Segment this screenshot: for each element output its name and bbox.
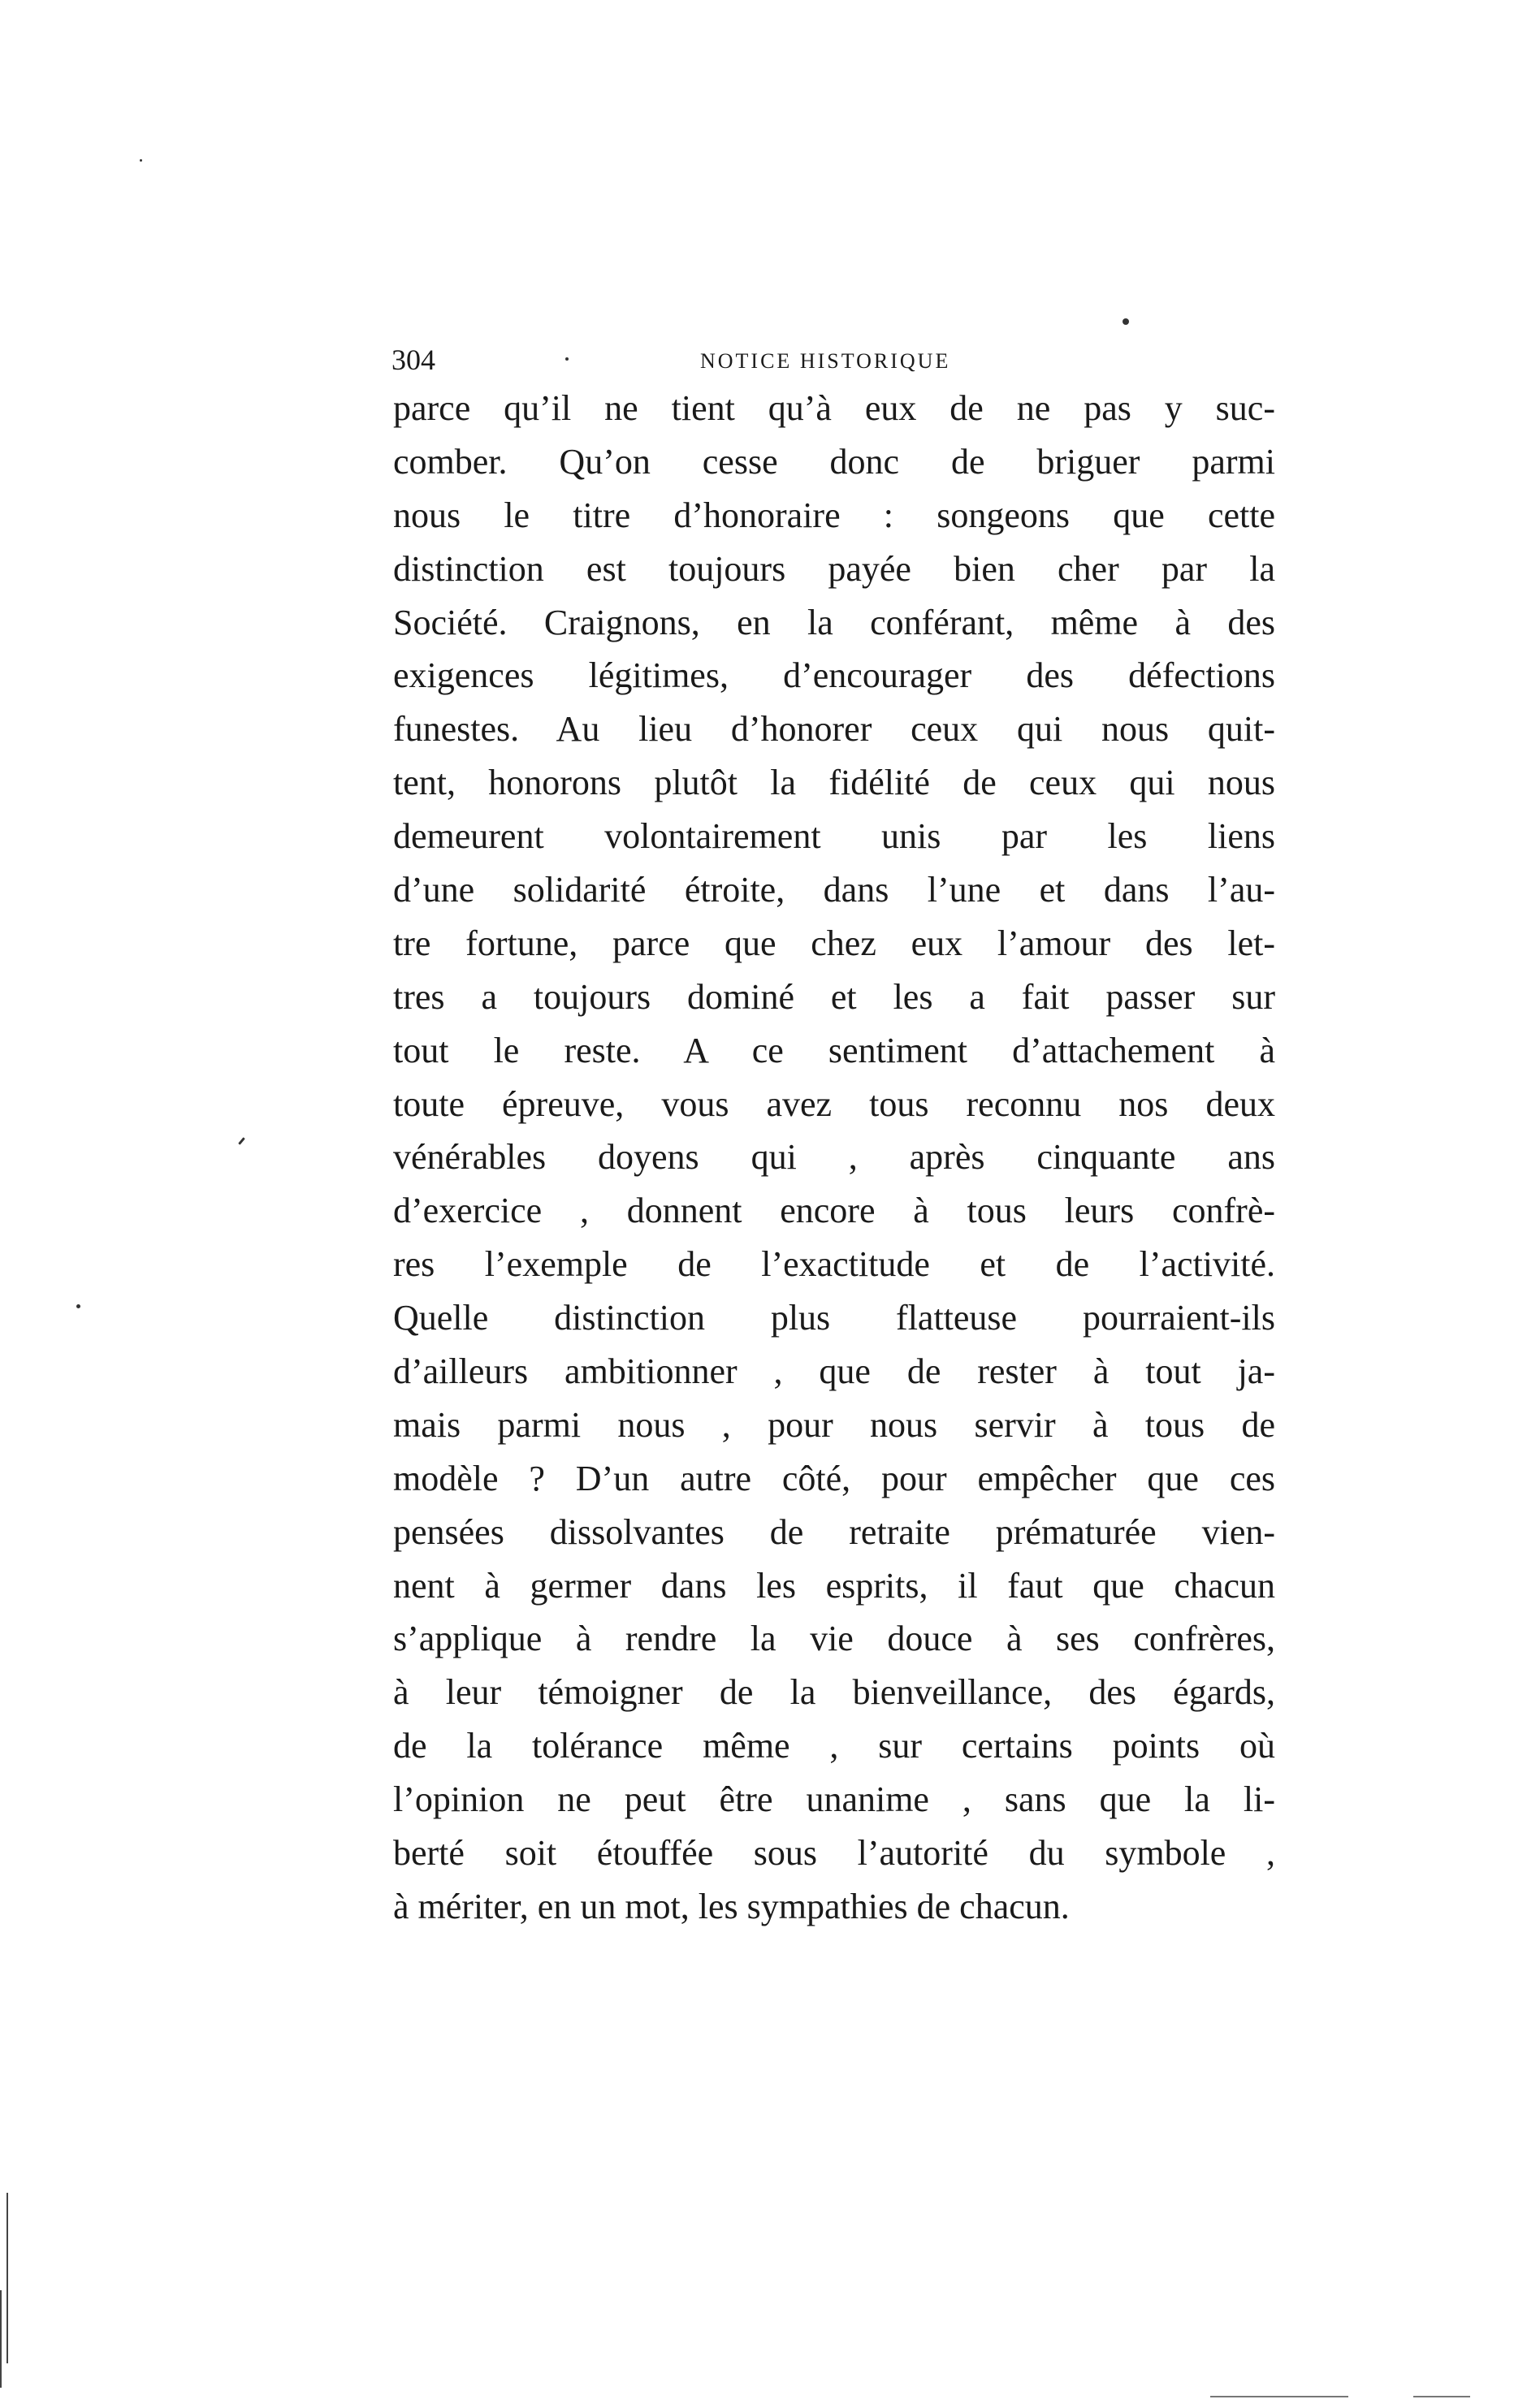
text-line: res l’exemple de l’exactitude et de l’activité.	[393, 1244, 1275, 1285]
text-line: comber. Qu’on cesse donc de briguer parmi	[393, 441, 1275, 482]
text-line: modèle ? D’un autre côté, pour empêcher que ces	[393, 1458, 1275, 1498]
ink-speck	[76, 1304, 80, 1308]
ink-speck	[565, 357, 569, 361]
text-line: distinction est toujours payée bien cher par la	[393, 548, 1275, 589]
scan-edge-rule	[1413, 2396, 1470, 2397]
running-title: NOTICE HISTORIQUE	[700, 349, 951, 373]
text-line: à mériter, en un mot, les sympathies de chacun.	[393, 1886, 1070, 1926]
text-line: l’opinion ne peut être unanime , sans que la li-	[393, 1779, 1275, 1820]
ink-speck	[238, 1137, 245, 1145]
text-line: nous le titre d’honoraire : songeons que cette	[393, 495, 1275, 535]
text-line: mais parmi nous , pour nous servir à tous de	[393, 1404, 1275, 1445]
body-text	[393, 382, 1275, 1934]
text-line: de la tolérance même , sur certains points où	[393, 1726, 1275, 1766]
text-line: à leur témoigner de la bienveillance, des égards,	[393, 1672, 1275, 1713]
scan-edge-mark	[0, 2290, 2, 2388]
scan-edge-rule	[1210, 2396, 1348, 2397]
text-line: demeurent volontairement unis par les liens	[393, 816, 1275, 857]
text-line: tres a toujours dominé et les a fait passer sur	[393, 976, 1275, 1017]
text-line: d’exercice , donnent encore à tous leurs confrè-	[393, 1191, 1275, 1231]
text-line: toute épreuve, vous avez tous reconnu nos deux	[393, 1083, 1275, 1124]
text-line: vénérables doyens qui , après cinquante ans	[393, 1137, 1275, 1178]
text-line: tout le reste. A ce sentiment d’attachement à	[393, 1030, 1275, 1070]
text-line: tent, honorons plutôt la fidélité de ceux qui nous	[393, 763, 1275, 803]
text-line: d’une solidarité étroite, dans l’une et dans l’au-	[393, 870, 1275, 910]
text-line: Société. Craignons, en la conférant, même à des	[393, 602, 1275, 642]
text-line: exigences légitimes, d’encourager des défections	[393, 655, 1275, 696]
ink-speck	[140, 159, 142, 162]
text-line: d’ailleurs ambitionner , que de rester à tout ja-	[393, 1351, 1275, 1392]
text-line: funestes. Au lieu d’honorer ceux qui nous quit-	[393, 709, 1275, 750]
text-line: parce qu’il ne tient qu’à eux de ne pas y suc-	[393, 388, 1275, 428]
ink-speck	[1123, 318, 1129, 325]
text-line: tre fortune, parce que chez eux l’amour des let-	[393, 923, 1275, 963]
page-number: 304	[391, 344, 435, 376]
text-line: nent à germer dans les esprits, il faut que chacun	[393, 1565, 1275, 1606]
text-line: Quelle distinction plus flatteuse pourraient-ils	[393, 1298, 1275, 1338]
running-head	[391, 339, 1277, 380]
text-line: pensées dissolvantes de retraite prématurée vien-	[393, 1511, 1275, 1552]
scan-edge-mark	[6, 2193, 8, 2363]
text-line: berté soit étouffée sous l’autorité du symbole ,	[393, 1833, 1275, 1874]
text-line: s’applique à rendre la vie douce à ses confrères,	[393, 1619, 1275, 1659]
